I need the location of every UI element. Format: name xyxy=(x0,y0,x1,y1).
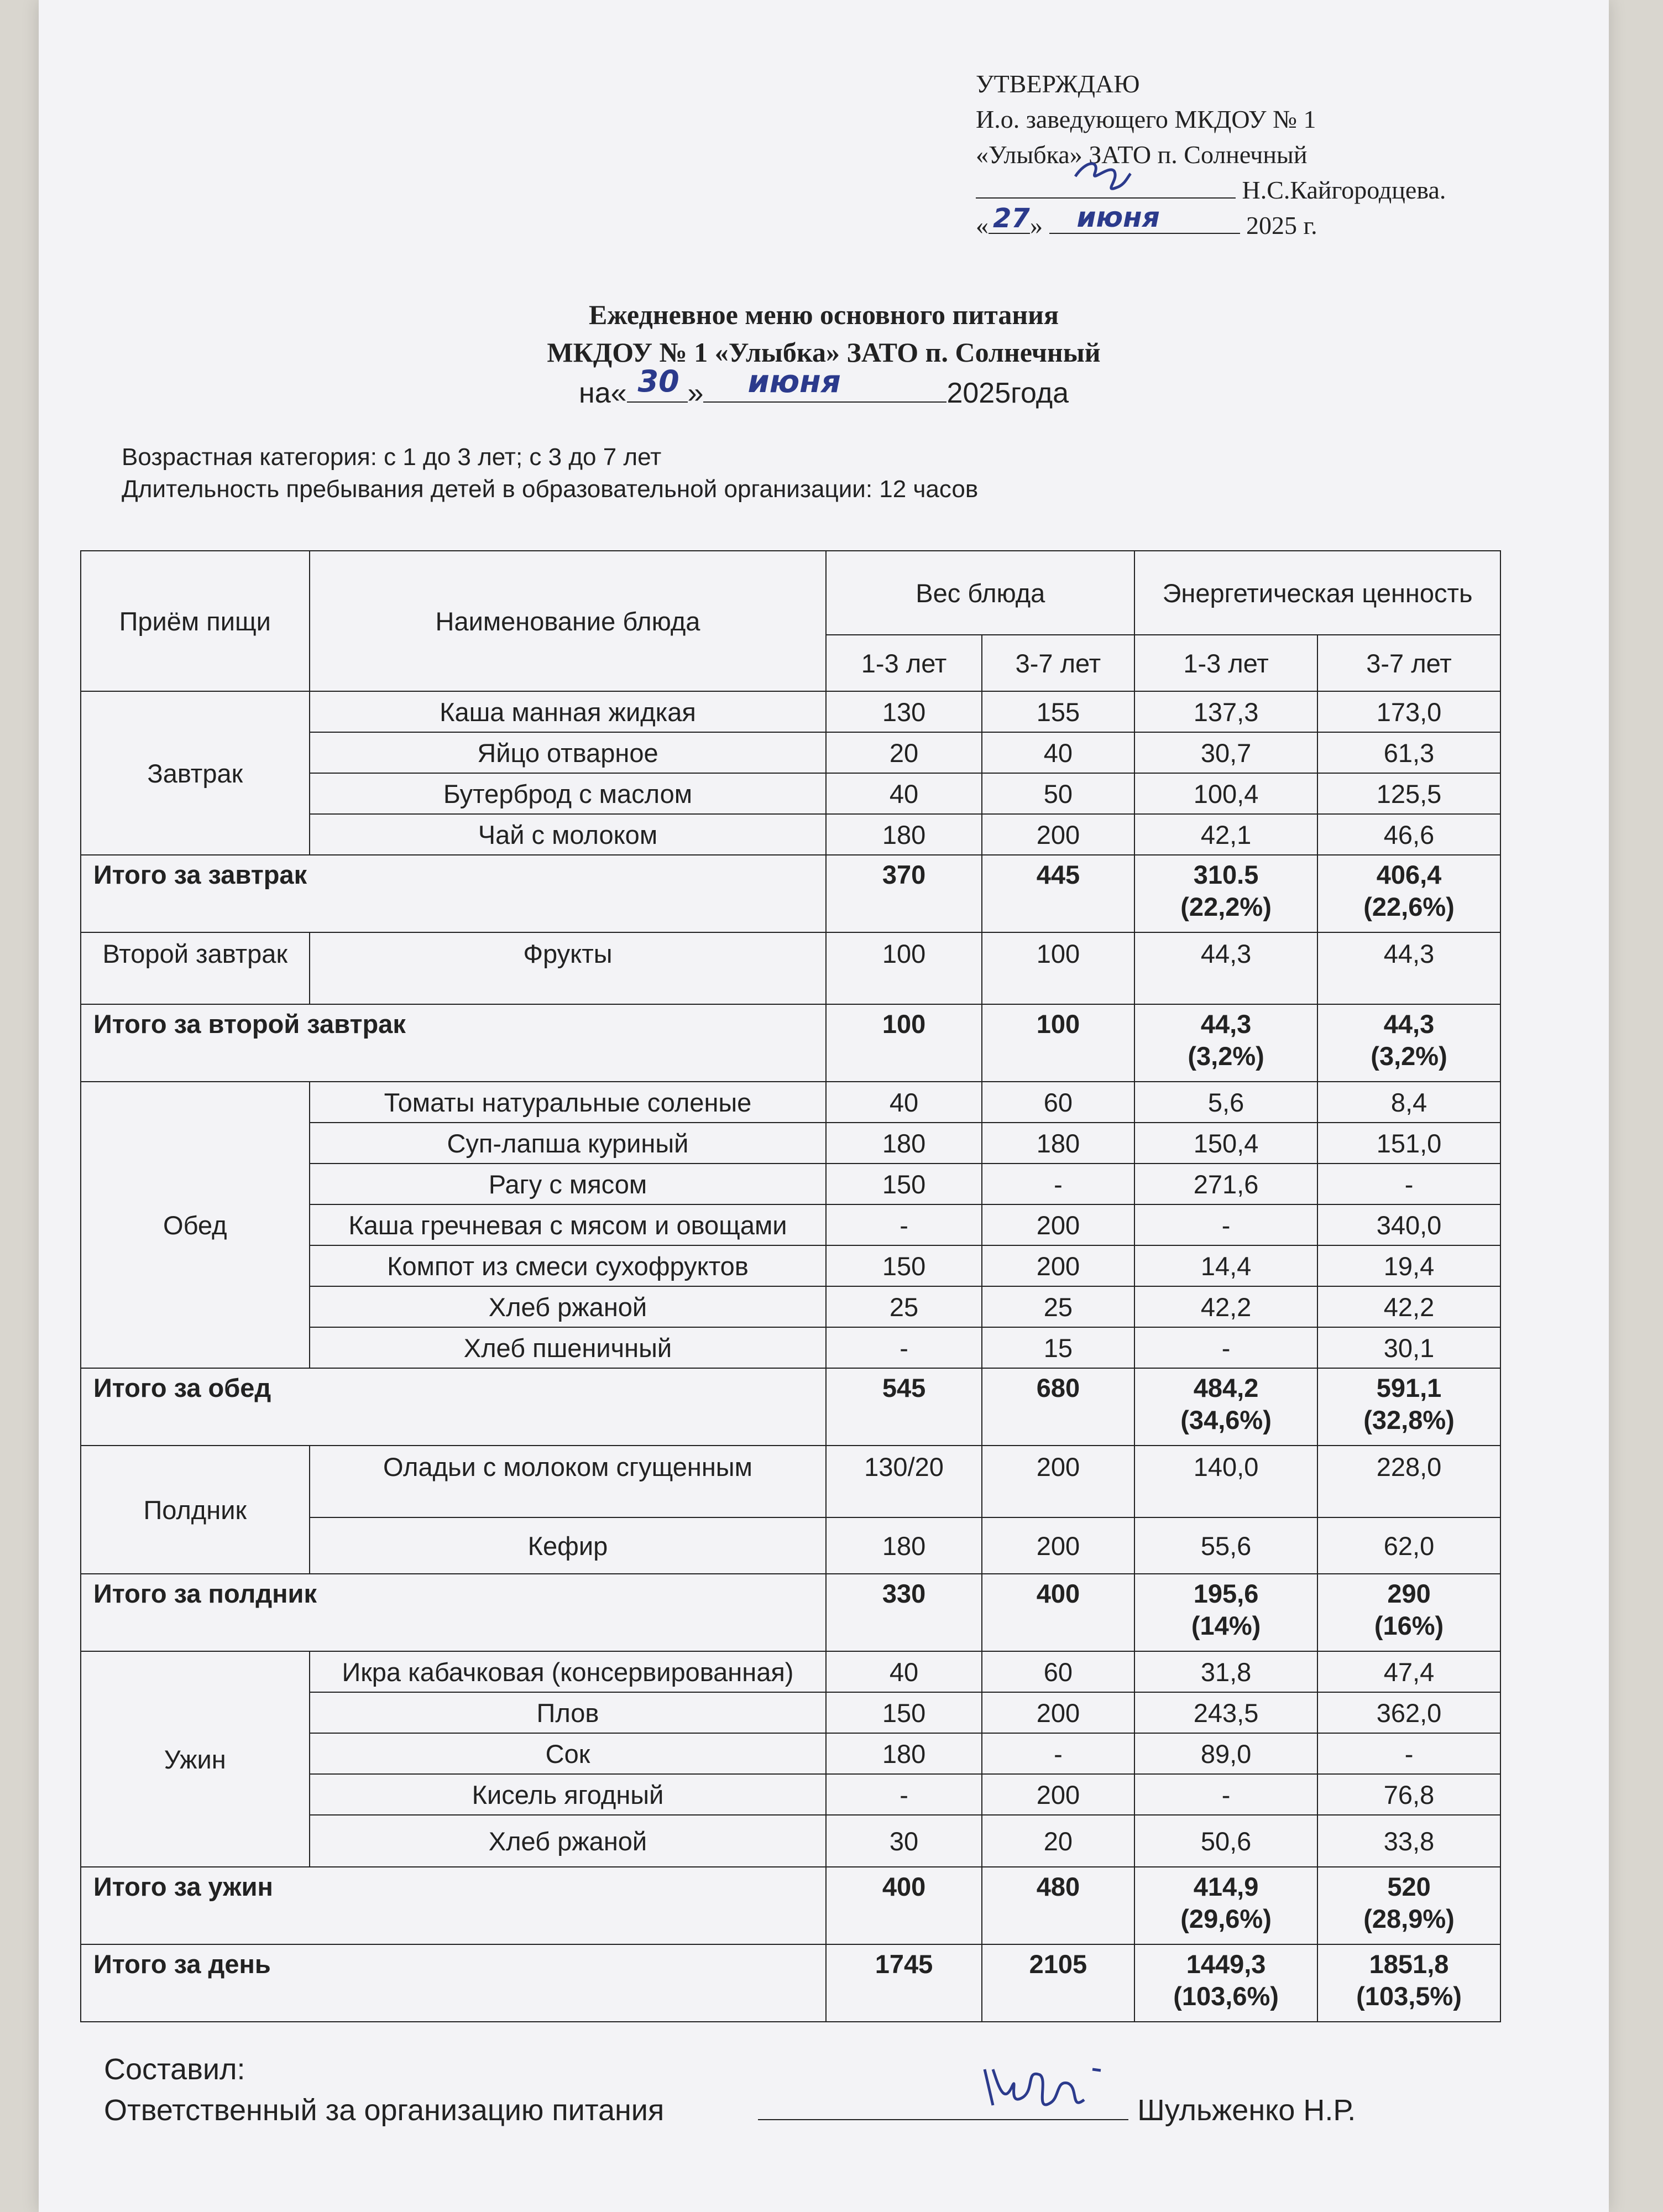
energy-3-7: 173,0 xyxy=(1317,691,1500,732)
menu-date xyxy=(39,364,1609,410)
energy-1-3: 14,4 xyxy=(1134,1245,1317,1286)
approval-heading: УТВЕРЖДАЮ xyxy=(976,70,1140,98)
energy-value: 520 xyxy=(1387,1872,1431,1901)
weight-1-3: 150 xyxy=(826,1245,981,1286)
total-weight-3-7: 400 xyxy=(982,1574,1134,1651)
energy-percent: (34,6%) xyxy=(1180,1405,1272,1434)
approval-signature xyxy=(1070,154,1136,204)
energy-1-3: 42,2 xyxy=(1134,1286,1317,1327)
total-weight-1-3: 330 xyxy=(826,1574,981,1651)
meal-second-breakfast: Второй завтрак xyxy=(81,932,310,1004)
table-row xyxy=(81,1446,1500,1517)
menu-meta xyxy=(122,441,978,505)
weight-1-3: 20 xyxy=(826,732,981,773)
total-weight-1-3: 545 xyxy=(826,1368,981,1446)
energy-1-3: 271,6 xyxy=(1134,1164,1317,1204)
subheader-energy-1-3: 1-3 лет xyxy=(1134,635,1317,691)
weight-1-3: 40 xyxy=(826,1082,981,1123)
total-energy-1-3 xyxy=(1134,855,1317,932)
header-dish: Наименование блюда xyxy=(310,551,827,691)
energy-1-3: 42,1 xyxy=(1134,814,1317,855)
dish-name: Томаты натуральные соленые xyxy=(310,1082,827,1123)
meal-lunch: Обед xyxy=(81,1082,310,1368)
energy-value: 406,4 xyxy=(1376,860,1442,889)
energy-value: 44,3 xyxy=(1200,1009,1252,1039)
date-prefix: на« xyxy=(578,377,627,409)
weight-3-7: - xyxy=(982,1733,1134,1774)
energy-1-3: - xyxy=(1134,1327,1317,1368)
total-energy-3-7 xyxy=(1317,1368,1500,1446)
dish-name: Бутерброд с маслом xyxy=(310,773,827,814)
meal-snack: Полдник xyxy=(81,1446,310,1574)
total-row-day xyxy=(81,1944,1500,2022)
title-line-1: Ежедневное меню основного питания xyxy=(588,299,1059,330)
weight-1-3: 180 xyxy=(826,1733,981,1774)
title-line-2: МКДОУ № 1 «Улыбка» ЗАТО п. Солнечный xyxy=(547,337,1101,368)
energy-percent: (16%) xyxy=(1374,1611,1444,1640)
energy-1-3: 140,0 xyxy=(1134,1446,1317,1517)
weight-1-3: - xyxy=(826,1204,981,1245)
energy-percent: (32,8%) xyxy=(1363,1405,1455,1434)
dish-name: Чай с молоком xyxy=(310,814,827,855)
responsible-name: Шульженко Н.Р. xyxy=(1137,2094,1356,2127)
total-energy-1-3 xyxy=(1134,1368,1317,1446)
energy-3-7: 46,6 xyxy=(1317,814,1500,855)
weight-1-3: 150 xyxy=(826,1164,981,1204)
weight-1-3: 30 xyxy=(826,1815,981,1867)
dish-name: Хлеб ржаной xyxy=(310,1286,827,1327)
dish-name: Плов xyxy=(310,1692,827,1733)
total-energy-3-7 xyxy=(1317,1867,1500,1944)
table-row xyxy=(81,932,1500,1004)
weight-1-3: 150 xyxy=(826,1692,981,1733)
weight-3-7: 200 xyxy=(982,1692,1134,1733)
total-weight-3-7: 445 xyxy=(982,855,1134,932)
energy-1-3: 100,4 xyxy=(1134,773,1317,814)
energy-value: 290 xyxy=(1387,1579,1431,1608)
weight-1-3: 130/20 xyxy=(826,1446,981,1517)
dish-name: Хлеб пшеничный xyxy=(310,1327,827,1368)
energy-1-3: 50,6 xyxy=(1134,1815,1317,1867)
weight-1-3: 180 xyxy=(826,1123,981,1164)
weight-3-7: 60 xyxy=(982,1082,1134,1123)
energy-1-3: 243,5 xyxy=(1134,1692,1317,1733)
weight-3-7: 200 xyxy=(982,814,1134,855)
energy-3-7: 30,1 xyxy=(1317,1327,1500,1368)
meal-breakfast: Завтрак xyxy=(81,691,310,855)
energy-3-7: 8,4 xyxy=(1317,1082,1500,1123)
weight-1-3: 180 xyxy=(826,1517,981,1574)
dish-name: Оладьи с молоком сгущенным xyxy=(310,1446,827,1517)
total-energy-3-7 xyxy=(1317,855,1500,932)
total-label: Итого за ужин xyxy=(81,1867,826,1944)
date-mid: » xyxy=(687,377,704,409)
weight-1-3: 100 xyxy=(826,932,981,1004)
energy-value: 44,3 xyxy=(1383,1009,1435,1039)
approval-line-1: И.о. заведующего МКДОУ № 1 xyxy=(976,105,1316,133)
approval-line-2: «Улыбка» ЗАТО п. Солнечный xyxy=(976,140,1308,169)
energy-value: 195,6 xyxy=(1193,1579,1259,1608)
energy-3-7: 42,2 xyxy=(1317,1286,1500,1327)
menu-day-blank xyxy=(627,364,688,403)
total-energy-1-3 xyxy=(1134,1574,1317,1651)
energy-1-3: 44,3 xyxy=(1134,932,1317,1004)
dish-name: Суп-лапша куриный xyxy=(310,1123,827,1164)
approval-signature-line xyxy=(976,173,1446,208)
energy-value: 484,2 xyxy=(1193,1373,1259,1402)
energy-3-7: 228,0 xyxy=(1317,1446,1500,1517)
day-blank xyxy=(989,203,1030,234)
total-label: Итого за второй завтрак xyxy=(81,1004,826,1082)
responsible-label: Ответственный за организацию питания xyxy=(104,2094,665,2127)
total-label: Итого за полдник xyxy=(81,1574,826,1651)
energy-value: 1449,3 xyxy=(1186,1949,1266,1979)
approval-block xyxy=(976,66,1446,243)
approval-day: 27 xyxy=(993,203,1030,234)
energy-3-7: 151,0 xyxy=(1317,1123,1500,1164)
composed-label: Составил: xyxy=(104,2053,245,2086)
header-weight: Вес блюда xyxy=(826,551,1134,635)
energy-1-3: 31,8 xyxy=(1134,1651,1317,1692)
total-weight-3-7: 100 xyxy=(982,1004,1134,1082)
energy-percent: (3,2%) xyxy=(1371,1041,1447,1071)
date-suffix: 2025года xyxy=(946,377,1069,409)
total-row-breakfast xyxy=(81,855,1500,932)
dish-name: Фрукты xyxy=(310,932,827,1004)
total-weight-1-3: 1745 xyxy=(826,1944,981,2022)
total-energy-3-7 xyxy=(1317,1944,1500,2022)
energy-1-3: 30,7 xyxy=(1134,732,1317,773)
weight-3-7: 200 xyxy=(982,1517,1134,1574)
total-label: Итого за обед xyxy=(81,1368,826,1446)
energy-3-7: 76,8 xyxy=(1317,1774,1500,1815)
total-energy-1-3 xyxy=(1134,1944,1317,2022)
energy-percent: (22,2%) xyxy=(1180,892,1272,921)
dish-name: Кисель ягодный xyxy=(310,1774,827,1815)
total-energy-1-3 xyxy=(1134,1004,1317,1082)
total-weight-3-7: 680 xyxy=(982,1368,1134,1446)
energy-3-7: 33,8 xyxy=(1317,1815,1500,1867)
weight-3-7: 25 xyxy=(982,1286,1134,1327)
dish-name: Компот из смеси сухофруктов xyxy=(310,1245,827,1286)
date-open-quote: « xyxy=(976,211,989,239)
menu-month-blank xyxy=(703,364,946,403)
total-energy-3-7 xyxy=(1317,1574,1500,1651)
weight-1-3: 25 xyxy=(826,1286,981,1327)
footer-block xyxy=(104,2049,1356,2131)
dish-name: Рагу с мясом xyxy=(310,1164,827,1204)
signature-blank xyxy=(758,2091,1128,2120)
age-category: Возрастная категория: с 1 до 3 лет; с 3 до 7 лет xyxy=(122,444,662,471)
table-header-row xyxy=(81,551,1500,635)
responsible-signature xyxy=(974,2053,1117,2125)
subheader-energy-3-7: 3-7 лет xyxy=(1317,635,1500,691)
weight-3-7: 180 xyxy=(982,1123,1134,1164)
dish-name: Яйцо отварное xyxy=(310,732,827,773)
weight-3-7: 15 xyxy=(982,1327,1134,1368)
total-weight-1-3: 100 xyxy=(826,1004,981,1082)
total-weight-3-7: 480 xyxy=(982,1867,1134,1944)
dish-name: Каша гречневая с мясом и овощами xyxy=(310,1204,827,1245)
energy-percent: (3,2%) xyxy=(1188,1041,1264,1071)
weight-1-3: 40 xyxy=(826,773,981,814)
header-meal: Приём пищи xyxy=(81,551,310,691)
energy-percent: (103,6%) xyxy=(1173,1981,1279,2011)
document-page xyxy=(39,0,1609,2212)
total-weight-1-3: 400 xyxy=(826,1867,981,1944)
weight-3-7: 40 xyxy=(982,732,1134,773)
total-energy-3-7 xyxy=(1317,1004,1500,1082)
energy-3-7: 62,0 xyxy=(1317,1517,1500,1574)
table-row xyxy=(81,691,1500,732)
energy-1-3: 137,3 xyxy=(1134,691,1317,732)
subheader-weight-1-3: 1-3 лет xyxy=(826,635,981,691)
signature-blank xyxy=(976,175,1236,199)
energy-3-7: 19,4 xyxy=(1317,1245,1500,1286)
energy-percent: (14%) xyxy=(1191,1611,1261,1640)
energy-3-7: 44,3 xyxy=(1317,932,1500,1004)
energy-3-7: 47,4 xyxy=(1317,1651,1500,1692)
total-row-dinner xyxy=(81,1867,1500,1944)
energy-value: 591,1 xyxy=(1376,1373,1442,1402)
date-close-quote: » xyxy=(1030,211,1043,239)
energy-3-7: 340,0 xyxy=(1317,1204,1500,1245)
approval-year: 2025 г. xyxy=(1246,211,1317,239)
menu-month: июня xyxy=(747,364,841,400)
weight-3-7: 20 xyxy=(982,1815,1134,1867)
menu-title xyxy=(39,296,1609,371)
total-label: Итого за день xyxy=(81,1944,826,2022)
energy-3-7: - xyxy=(1317,1164,1500,1204)
energy-1-3: 55,6 xyxy=(1134,1517,1317,1574)
dish-name: Икра кабачковая (консервированная) xyxy=(310,1651,827,1692)
subheader-weight-3-7: 3-7 лет xyxy=(982,635,1134,691)
total-row-lunch xyxy=(81,1368,1500,1446)
weight-1-3: 180 xyxy=(826,814,981,855)
energy-percent: (28,9%) xyxy=(1363,1904,1455,1933)
energy-percent: (29,6%) xyxy=(1180,1904,1272,1933)
dish-name: Хлеб ржаной xyxy=(310,1815,827,1867)
total-weight-3-7: 2105 xyxy=(982,1944,1134,2022)
header-energy: Энергетическая ценность xyxy=(1134,551,1500,635)
energy-value: 310.5 xyxy=(1193,860,1259,889)
dish-name: Кефир xyxy=(310,1517,827,1574)
meal-dinner: Ужин xyxy=(81,1651,310,1867)
weight-3-7: 200 xyxy=(982,1774,1134,1815)
weight-3-7: - xyxy=(982,1164,1134,1204)
weight-3-7: 200 xyxy=(982,1245,1134,1286)
energy-value: 1851,8 xyxy=(1369,1949,1449,1979)
energy-percent: (103,5%) xyxy=(1356,1981,1462,2011)
energy-value: 414,9 xyxy=(1193,1872,1259,1901)
weight-1-3: - xyxy=(826,1327,981,1368)
total-row-second-breakfast xyxy=(81,1004,1500,1082)
weight-3-7: 200 xyxy=(982,1446,1134,1517)
menu-day: 30 xyxy=(637,364,679,399)
weight-1-3: 130 xyxy=(826,691,981,732)
approval-date xyxy=(976,201,1446,243)
weight-3-7: 60 xyxy=(982,1651,1134,1692)
total-energy-1-3 xyxy=(1134,1867,1317,1944)
month-blank xyxy=(1049,201,1240,234)
total-label: Итого за завтрак xyxy=(81,855,826,932)
responsible-line xyxy=(104,2090,1356,2131)
energy-3-7: - xyxy=(1317,1733,1500,1774)
menu-table xyxy=(80,550,1501,2022)
approval-month: июня xyxy=(1076,201,1160,233)
energy-percent: (22,6%) xyxy=(1363,892,1455,921)
energy-3-7: 362,0 xyxy=(1317,1692,1500,1733)
energy-1-3: 5,6 xyxy=(1134,1082,1317,1123)
table-row xyxy=(81,1082,1500,1123)
weight-1-3: - xyxy=(826,1774,981,1815)
stay-duration: Длительность пребывания детей в образовательной организации: 12 часов xyxy=(122,476,979,503)
energy-1-3: - xyxy=(1134,1204,1317,1245)
energy-1-3: 89,0 xyxy=(1134,1733,1317,1774)
energy-3-7: 61,3 xyxy=(1317,732,1500,773)
dish-name: Каша манная жидкая xyxy=(310,691,827,732)
energy-3-7: 125,5 xyxy=(1317,773,1500,814)
weight-3-7: 50 xyxy=(982,773,1134,814)
weight-3-7: 200 xyxy=(982,1204,1134,1245)
table-row xyxy=(81,1651,1500,1692)
weight-3-7: 100 xyxy=(982,932,1134,1004)
weight-3-7: 155 xyxy=(982,691,1134,732)
dish-name: Сок xyxy=(310,1733,827,1774)
weight-1-3: 40 xyxy=(826,1651,981,1692)
energy-1-3: - xyxy=(1134,1774,1317,1815)
total-weight-1-3: 370 xyxy=(826,855,981,932)
approval-signer: Н.С.Кайгородцева. xyxy=(1242,176,1446,204)
energy-1-3: 150,4 xyxy=(1134,1123,1317,1164)
total-row-snack xyxy=(81,1574,1500,1651)
